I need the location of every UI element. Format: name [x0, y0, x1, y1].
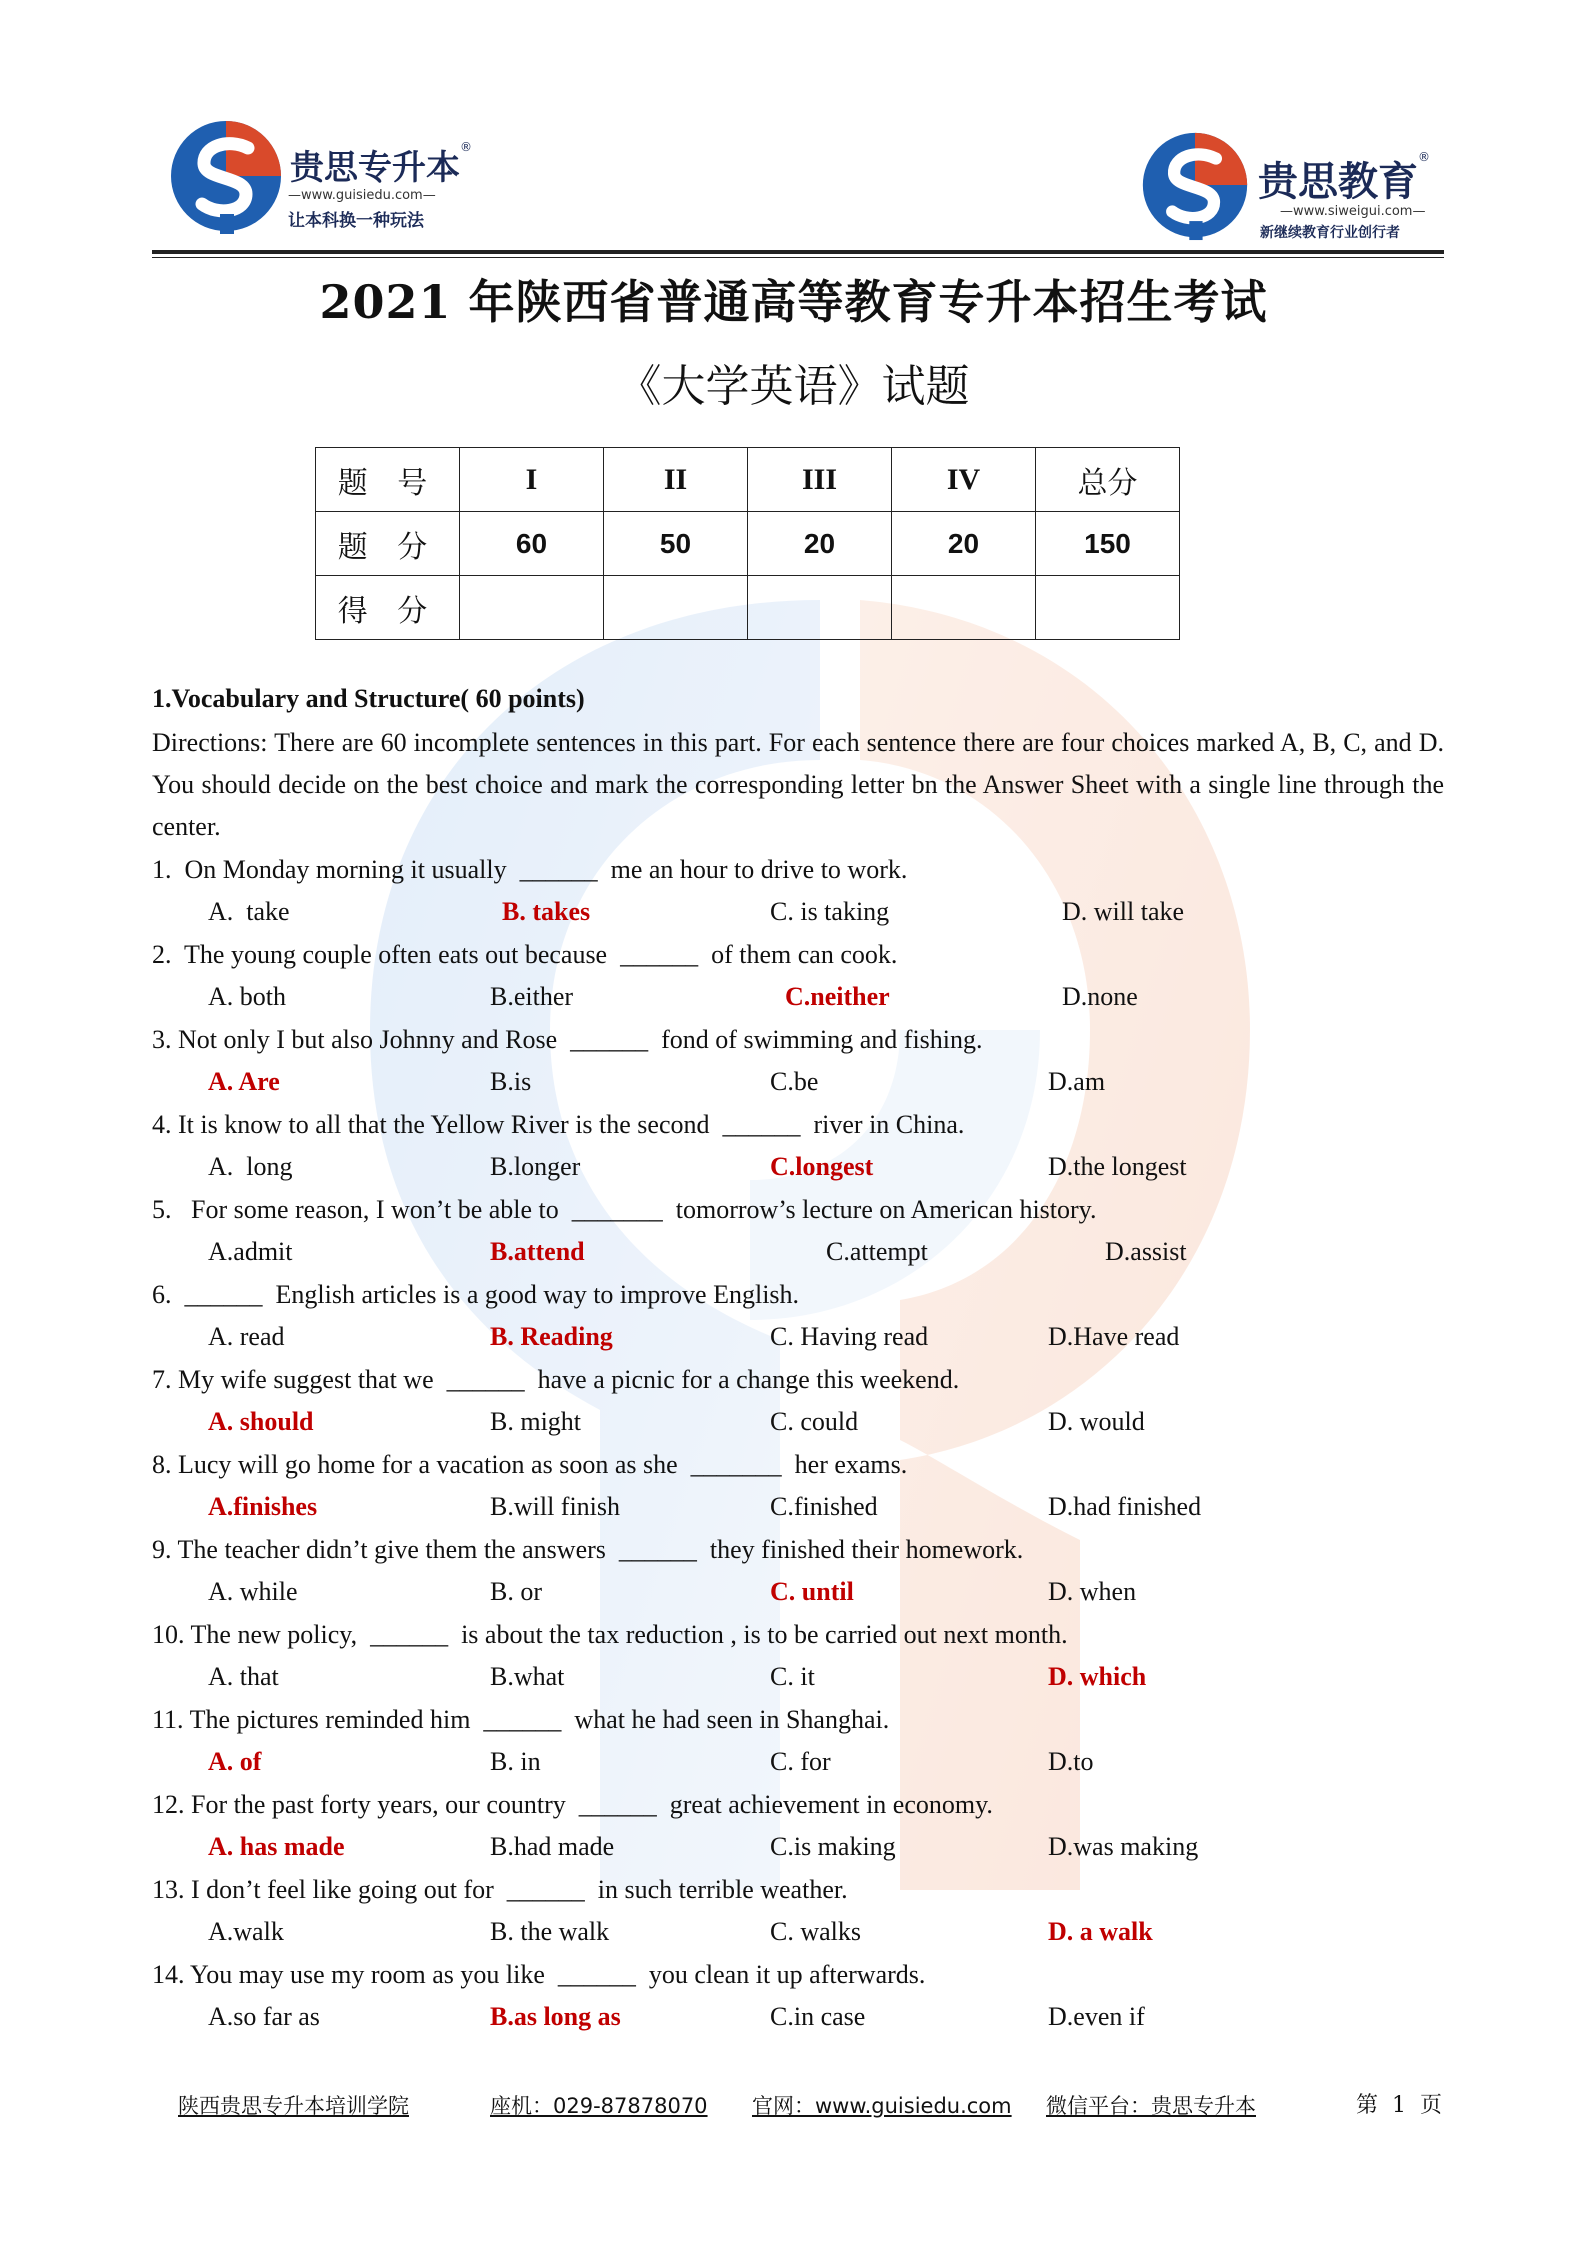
right-logo-slogan: 新继续教育行业创行者	[1260, 225, 1400, 241]
guisi-jiaoyu-logo	[1140, 130, 1440, 258]
question-text: 9. The teacher didn’t give them the answers ______ they finished their homework.	[152, 1535, 1024, 1564]
answer-option: A.finishes	[208, 1492, 318, 1521]
score-input-cell	[892, 576, 1036, 640]
choice-option: D.had finished	[1048, 1492, 1202, 1521]
choice-option: A. both	[208, 982, 286, 1011]
answer-option: D. a walk	[1048, 1917, 1153, 1946]
footer-phone: 座机：029-87878070	[490, 2094, 708, 2118]
choice-option: C.is making	[770, 1832, 896, 1861]
choice-option: B.either	[490, 982, 574, 1011]
table-cell: 总分	[1036, 448, 1180, 512]
table-cell: 题 号	[316, 448, 460, 512]
table-cell: 题 分	[316, 512, 460, 576]
table-cell: II	[604, 448, 748, 512]
guisi-zhuanshengben-logo	[168, 118, 498, 246]
choice-option: B.had made	[490, 1832, 615, 1861]
exam-title: 2021 年陕西省普通高等教育专升本招生考试	[319, 275, 1268, 329]
page-number: 第 1 页	[1356, 2093, 1442, 2118]
choice-option: D.am	[1048, 1067, 1106, 1096]
table-cell: 20	[748, 512, 892, 576]
question-text: 12. For the past forty years, our country ______ great achievement in economy.	[152, 1790, 993, 1819]
answer-option: A. has made	[208, 1832, 345, 1861]
answer-option: B. Reading	[490, 1322, 613, 1351]
score-input-cell	[748, 576, 892, 640]
table-cell: IV	[892, 448, 1036, 512]
left-logo-url: —www.guisiedu.com—	[288, 188, 436, 203]
logo-s-mark-icon	[168, 118, 284, 236]
header-divider-thin	[152, 257, 1444, 258]
question-text: 13. I don’t feel like going out for ______ in such terrible weather.	[152, 1875, 848, 1904]
choice-option: D.to	[1048, 1747, 1094, 1776]
answer-option: C.longest	[770, 1152, 874, 1181]
section-heading: 1.Vocabulary and Structure( 60 points)	[152, 684, 585, 713]
choice-option: D.even if	[1048, 2002, 1145, 2031]
choice-option: A.admit	[208, 1237, 293, 1266]
exam-subtitle: 《大学英语》试题	[617, 361, 970, 412]
choice-option: C. it	[770, 1662, 815, 1691]
score-input-cell	[460, 576, 604, 640]
answer-option: B.attend	[490, 1237, 585, 1266]
footer-wechat: 微信平台：贵思专升本	[1046, 2094, 1256, 2118]
choice-option: C.be	[770, 1067, 819, 1096]
score-table	[315, 447, 1180, 640]
choice-option: D. would	[1048, 1407, 1145, 1436]
header-divider	[152, 250, 1444, 254]
answer-option: B.as long as	[490, 2002, 621, 2031]
question-text: 6. ______ English articles is a good way to improve English.	[152, 1280, 800, 1309]
score-table-header-row	[316, 448, 1180, 512]
question-text: 11. The pictures reminded him ______ what he had seen in Shanghai.	[152, 1705, 890, 1734]
answer-option: B. takes	[502, 897, 591, 926]
answer-option: A. should	[208, 1407, 314, 1436]
answer-option: A. of	[208, 1747, 262, 1776]
table-cell: 50	[604, 512, 748, 576]
choice-option: A. take	[208, 897, 290, 926]
question-text: 10. The new policy, ______ is about the tax reduction , is to be carried out next month.	[152, 1620, 1068, 1649]
left-logo-slogan: 让本科换一种玩法	[288, 211, 424, 231]
choice-option: B. the walk	[490, 1917, 610, 1946]
table-cell: III	[748, 448, 892, 512]
choice-option: A.so far as	[208, 2002, 320, 2031]
question-text: 8. Lucy will go home for a vacation as soon as she _______ her exams.	[152, 1450, 908, 1479]
choice-option: C. for	[770, 1747, 831, 1776]
right-logo-name: 贵思教育®	[1258, 150, 1430, 205]
choice-option: C.attempt	[826, 1237, 928, 1266]
question-text: 5. For some reason, I won’t be able to _______ tomorrow’s lecture on American history.	[152, 1195, 1097, 1224]
question-text: 1. On Monday morning it usually ______ me an hour to drive to work.	[152, 855, 908, 884]
choice-option: B. might	[490, 1407, 582, 1436]
score-table-points-row	[316, 512, 1180, 576]
choice-option: D.was making	[1048, 1832, 1199, 1861]
table-cell: 20	[892, 512, 1036, 576]
answer-option: D. which	[1048, 1662, 1147, 1691]
score-input-cell	[604, 576, 748, 640]
score-table-score-row	[316, 576, 1180, 640]
choice-option: D.assist	[1105, 1237, 1187, 1266]
choice-option: C.finished	[770, 1492, 878, 1521]
question-text: 2. The young couple often eats out because ______ of them can cook.	[152, 940, 898, 969]
choice-option: C. could	[770, 1407, 859, 1436]
choice-option: C. walks	[770, 1917, 861, 1946]
choice-option: D.none	[1062, 982, 1138, 1011]
choice-option: A. while	[208, 1577, 298, 1606]
answer-option: A. Are	[208, 1067, 280, 1096]
choice-option: B.what	[490, 1662, 565, 1691]
choice-option: A. read	[208, 1322, 285, 1351]
table-cell: 150	[1036, 512, 1180, 576]
question-text: 7. My wife suggest that we ______ have a picnic for a change this weekend.	[152, 1365, 960, 1394]
choice-option: A. that	[208, 1662, 279, 1691]
choice-option: B. in	[490, 1747, 541, 1776]
choice-option: A. long	[208, 1152, 293, 1181]
question-text: 14. You may use my room as you like ______ you clean it up afterwards.	[152, 1960, 926, 1989]
choice-option: C. is taking	[770, 897, 890, 926]
choice-option: C.in case	[770, 2002, 866, 2031]
answer-option: C.neither	[785, 982, 890, 1011]
table-cell: 得 分	[316, 576, 460, 640]
choice-option: B.will finish	[490, 1492, 621, 1521]
choice-option: B.is	[490, 1067, 532, 1096]
choice-option: D.Have read	[1048, 1322, 1180, 1351]
answer-option: C. until	[770, 1577, 854, 1606]
table-cell: I	[460, 448, 604, 512]
choice-option: D. will take	[1062, 897, 1185, 926]
left-logo-name: 贵思专升本®	[290, 140, 472, 188]
logo-s-mark-icon	[1140, 130, 1250, 242]
choice-option: A.walk	[208, 1917, 284, 1946]
question-text: 4. It is know to all that the Yellow River is the second ______ river in China.	[152, 1110, 965, 1139]
section-directions: Directions: There are 60 incomplete sentences in this part. For each sentence there are four choices marked A, B, C, and D. You should decide on the best choice and mark the corresponding letter bn the Answer Sheet with a single line through the center.	[152, 728, 1444, 841]
footer-website: 官网：www.guisiedu.com	[752, 2094, 1012, 2118]
score-input-cell	[1036, 576, 1180, 640]
choice-option: C. Having read	[770, 1322, 929, 1351]
choice-option: D.the longest	[1048, 1152, 1187, 1181]
footer-institute: 陕西贵思专升本培训学院	[178, 2094, 409, 2118]
table-cell: 60	[460, 512, 604, 576]
question-text: 3. Not only I but also Johnny and Rose ______ fond of swimming and fishing.	[152, 1025, 983, 1054]
right-logo-url: —www.siweigui.com—	[1280, 204, 1426, 219]
choice-option: D. when	[1048, 1577, 1137, 1606]
choice-option: B.longer	[490, 1152, 581, 1181]
choice-option: B. or	[490, 1577, 542, 1606]
